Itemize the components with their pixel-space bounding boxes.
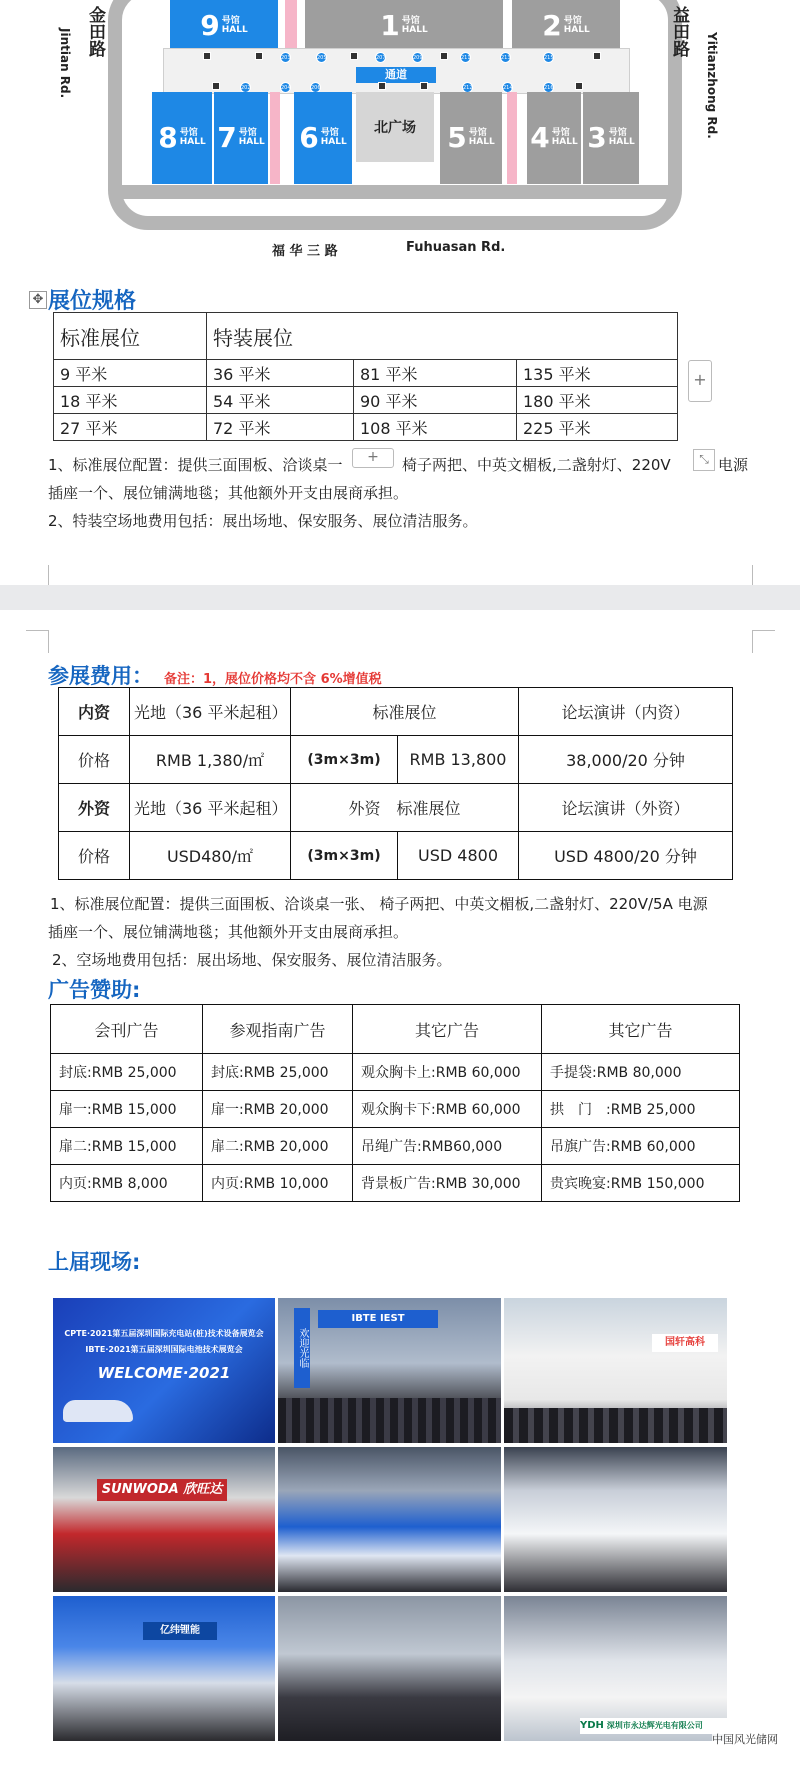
fee-cell: USD480/㎡ bbox=[130, 832, 291, 880]
ad-header: 其它广告 bbox=[353, 1005, 542, 1054]
ad-cell: 贵宾晚宴:RMB 150,000 bbox=[542, 1165, 740, 1202]
add-row-button[interactable]: + bbox=[352, 448, 394, 468]
spec-cell: 90 平米 bbox=[354, 387, 517, 414]
hall-4: 4 号馆 HALL bbox=[527, 92, 581, 184]
fee-cell: 论坛演讲（外资） bbox=[519, 784, 733, 832]
spec-cell: 135 平米 bbox=[517, 360, 678, 387]
gate-202: 202 bbox=[240, 82, 251, 93]
watermark: 中国风光储网 bbox=[712, 1733, 778, 1746]
photo-caption: WELCOME·2021 bbox=[97, 1364, 231, 1382]
road-bottom-cn: 福 华 三 路 bbox=[272, 244, 338, 259]
ad-cell: 观众胸卡上:RMB 60,000 bbox=[353, 1054, 542, 1091]
corridor-label: 通道 bbox=[356, 67, 436, 83]
north-plaza: 北广场 bbox=[356, 92, 434, 162]
gallery-title: 上届现场: bbox=[48, 1250, 141, 1274]
fee-cell: 外资 bbox=[59, 784, 130, 832]
entrance-marker bbox=[350, 52, 358, 60]
ad-cell: 观众胸卡下:RMB 60,000 bbox=[353, 1091, 542, 1128]
photo-hall-crowd bbox=[278, 1596, 501, 1741]
fee-cell: 内资 bbox=[59, 688, 130, 736]
entrance-marker bbox=[255, 52, 263, 60]
entrance-marker bbox=[378, 82, 386, 90]
ad-cell: 扉一:RMB 15,000 bbox=[51, 1091, 203, 1128]
spec-note-2: 2、特装空场地费用包括：展出场地、保安服务、展位清洁服务。 bbox=[48, 512, 478, 530]
ad-cell: 封底:RMB 25,000 bbox=[51, 1054, 203, 1091]
booth-logo bbox=[97, 1479, 227, 1501]
photo-caption: IBTE·2021第五届深圳国际电池技术展览会 bbox=[85, 1345, 243, 1354]
spec-header-special: 特装展位 bbox=[207, 313, 678, 360]
spec-cell: 18 平米 bbox=[54, 387, 207, 414]
photo-welcome-banner bbox=[53, 1298, 275, 1443]
photo-booth-gotion bbox=[504, 1298, 727, 1443]
photo-booth-white bbox=[504, 1447, 727, 1592]
hall-3: 3 号馆 HALL bbox=[583, 92, 639, 184]
photo-booth-sunwoda bbox=[53, 1447, 275, 1592]
fee-table bbox=[58, 687, 733, 880]
ad-header: 参观指南广告 bbox=[203, 1005, 353, 1054]
hall-1: 1 号馆 HALL bbox=[305, 0, 503, 52]
hall-7: 7 号馆 HALL bbox=[214, 92, 268, 184]
ad-header: 会刊广告 bbox=[51, 1005, 203, 1054]
fee-cell: 38,000/20 分钟 bbox=[519, 736, 733, 784]
fee-cell: 外资 标准展位 bbox=[291, 784, 519, 832]
ad-cell: 内页:RMB 10,000 bbox=[203, 1165, 353, 1202]
entrance-sign: 欢迎光临 bbox=[294, 1308, 310, 1388]
photo-booth-ydh bbox=[504, 1596, 727, 1741]
fee-cell: USD 4800/20 分钟 bbox=[519, 832, 733, 880]
entrance-marker bbox=[575, 82, 583, 90]
spec-cell: 9 平米 bbox=[54, 360, 207, 387]
hall-8: 8 号馆 HALL bbox=[152, 92, 212, 184]
gate-206: 206 bbox=[310, 82, 321, 93]
pink-walkway-top bbox=[285, 0, 297, 52]
gate-212: 212 bbox=[462, 82, 473, 93]
spec-note-1-line2: 插座一个、展位铺满地毯；其他额外开支由展商承担。 bbox=[48, 484, 409, 502]
spec-cell: 27 平米 bbox=[54, 414, 207, 441]
fee-cell: 价格 bbox=[59, 832, 130, 880]
gate-207: 207 bbox=[375, 52, 386, 63]
hall-6: 6 号馆 HALL bbox=[294, 92, 352, 184]
fees-note-1-line2: 插座一个、展位铺满地毯；其他额外开支由展商承担。 bbox=[48, 923, 409, 941]
fee-cell: 光地（36 平米起租） bbox=[130, 784, 291, 832]
venue-lower-road bbox=[122, 185, 668, 199]
ad-cell: 吊旗广告:RMB 60,000 bbox=[542, 1128, 740, 1165]
gate-203: 203 bbox=[280, 52, 291, 63]
gate-211: 211 bbox=[460, 52, 471, 63]
gate-204: 204 bbox=[280, 82, 291, 93]
booth-logo: 亿纬锂能 bbox=[143, 1622, 217, 1640]
page-break bbox=[0, 585, 800, 610]
ad-cell: 扉一:RMB 20,000 bbox=[203, 1091, 353, 1128]
ad-cell: 拱 门 :RMB 25,000 bbox=[542, 1091, 740, 1128]
gate-215: 215 bbox=[543, 52, 554, 63]
booth-banner-text: 深圳市永达辉光电有限公司 bbox=[606, 1721, 703, 1730]
entrance-marker bbox=[212, 82, 220, 90]
road-right-cn: 益田路 bbox=[669, 6, 689, 57]
pink-walkway-right bbox=[507, 92, 517, 184]
spec-cell: 36 平米 bbox=[207, 360, 354, 387]
spec-cell: 180 平米 bbox=[517, 387, 678, 414]
ads-title: 广告赞助: bbox=[48, 978, 141, 1002]
car-shape bbox=[63, 1400, 133, 1422]
spec-cell: 54 平米 bbox=[207, 387, 354, 414]
entrance-banner: IBTE IEST bbox=[318, 1310, 438, 1328]
table-move-handle[interactable]: ✥ bbox=[29, 291, 47, 309]
road-bottom-en: Fuhuasan Rd. bbox=[406, 240, 506, 255]
fees-note-1: 1、标准展位配置：提供三面围板、洽谈桌一张、 椅子两把、中英文楣板,二盏射灯、220V/5A 电源 bbox=[50, 895, 708, 913]
spec-cell: 225 平米 bbox=[517, 414, 678, 441]
table-resize-handle[interactable]: ⤡ bbox=[693, 449, 715, 471]
spec-cell: 72 平米 bbox=[207, 414, 354, 441]
fee-cell: 光地（36 平米起租） bbox=[130, 688, 291, 736]
hall-2: 2 号馆 HALL bbox=[512, 0, 620, 52]
pink-walkway-left bbox=[270, 92, 280, 184]
fee-cell: (3m×3m) bbox=[291, 736, 398, 784]
fee-cell: 标准展位 bbox=[291, 688, 519, 736]
gate-205: 205 bbox=[316, 52, 327, 63]
fee-cell: RMB 1,380/㎡ bbox=[130, 736, 291, 784]
ad-cell: 扉二:RMB 20,000 bbox=[203, 1128, 353, 1165]
entrance-marker bbox=[420, 82, 428, 90]
spec-header-standard: 标准展位 bbox=[54, 313, 207, 360]
spec-cell: 81 平米 bbox=[354, 360, 517, 387]
hall-5: 5 号馆 HALL bbox=[440, 92, 502, 184]
road-left-cn: 金田路 bbox=[85, 6, 105, 57]
fee-cell: RMB 13,800 bbox=[398, 736, 519, 784]
page-corner-mark bbox=[26, 630, 49, 653]
booth-logo: 国轩高科 bbox=[652, 1334, 718, 1352]
photo-entrance bbox=[278, 1298, 501, 1443]
fee-cell: 论坛演讲（内资） bbox=[519, 688, 733, 736]
crowd bbox=[278, 1398, 501, 1443]
booth-logo-en: SUNWODA bbox=[101, 1482, 179, 1497]
fees-remark: 备注：1，展位价格均不含 6%增值税 bbox=[164, 672, 382, 687]
booth-banner bbox=[580, 1718, 727, 1734]
gate-213: 213 bbox=[500, 52, 511, 63]
crowd bbox=[504, 1408, 727, 1443]
spec-note-1a: 1、标准展位配置：提供三面围板、洽谈桌一 bbox=[48, 456, 343, 474]
spec-title: 展位规格 bbox=[48, 289, 137, 314]
entrance-marker bbox=[593, 52, 601, 60]
add-column-button[interactable]: + bbox=[688, 360, 712, 402]
ad-cell: 手提袋:RMB 80,000 bbox=[542, 1054, 740, 1091]
fee-cell: 价格 bbox=[59, 736, 130, 784]
spec-cell: 108 平米 bbox=[354, 414, 517, 441]
spec-note-1b: 椅子两把、中英文楣板,二盏射灯、220V bbox=[402, 456, 671, 474]
gate-216: 216 bbox=[543, 82, 554, 93]
photo-hall-blue-booth bbox=[278, 1447, 501, 1592]
road-left-en: Jintian Rd. bbox=[58, 28, 72, 99]
entrance-marker bbox=[440, 52, 448, 60]
booth-logo-cn: 欣旺达 bbox=[183, 1482, 223, 1497]
ad-cell: 封底:RMB 25,000 bbox=[203, 1054, 353, 1091]
photo-caption: CPTE·2021第五届深圳国际充电站(桩)技术设备展览会 bbox=[64, 1329, 264, 1338]
entrance-marker bbox=[203, 52, 211, 60]
ad-cell: 扉二:RMB 15,000 bbox=[51, 1128, 203, 1165]
spec-note-1c: 电源 bbox=[718, 456, 749, 474]
gate-209: 209 bbox=[412, 52, 423, 63]
ad-cell: 吊绳广告:RMB60,000 bbox=[353, 1128, 542, 1165]
road-right-en: Yitianzhong Rd. bbox=[705, 32, 719, 139]
booth-logo: YDH bbox=[580, 1720, 604, 1731]
hall-9: 9 号馆 HALL bbox=[170, 0, 278, 52]
ad-cell: 背景板广告:RMB 30,000 bbox=[353, 1165, 542, 1202]
page-corner-mark bbox=[752, 630, 775, 653]
fee-cell: USD 4800 bbox=[398, 832, 519, 880]
fees-title: 参展费用： bbox=[48, 664, 153, 688]
venue-map bbox=[0, 0, 800, 262]
spec-table bbox=[53, 312, 678, 441]
fee-cell: (3m×3m) bbox=[291, 832, 398, 880]
ad-header: 其它广告 bbox=[542, 1005, 740, 1054]
fees-note-2: 2、空场地费用包括：展出场地、保安服务、展位清洁服务。 bbox=[52, 951, 452, 969]
ad-table bbox=[50, 1004, 740, 1202]
ad-cell: 内页:RMB 8,000 bbox=[51, 1165, 203, 1202]
photo-booth-eve bbox=[53, 1596, 275, 1741]
gate-214: 214 bbox=[502, 82, 513, 93]
